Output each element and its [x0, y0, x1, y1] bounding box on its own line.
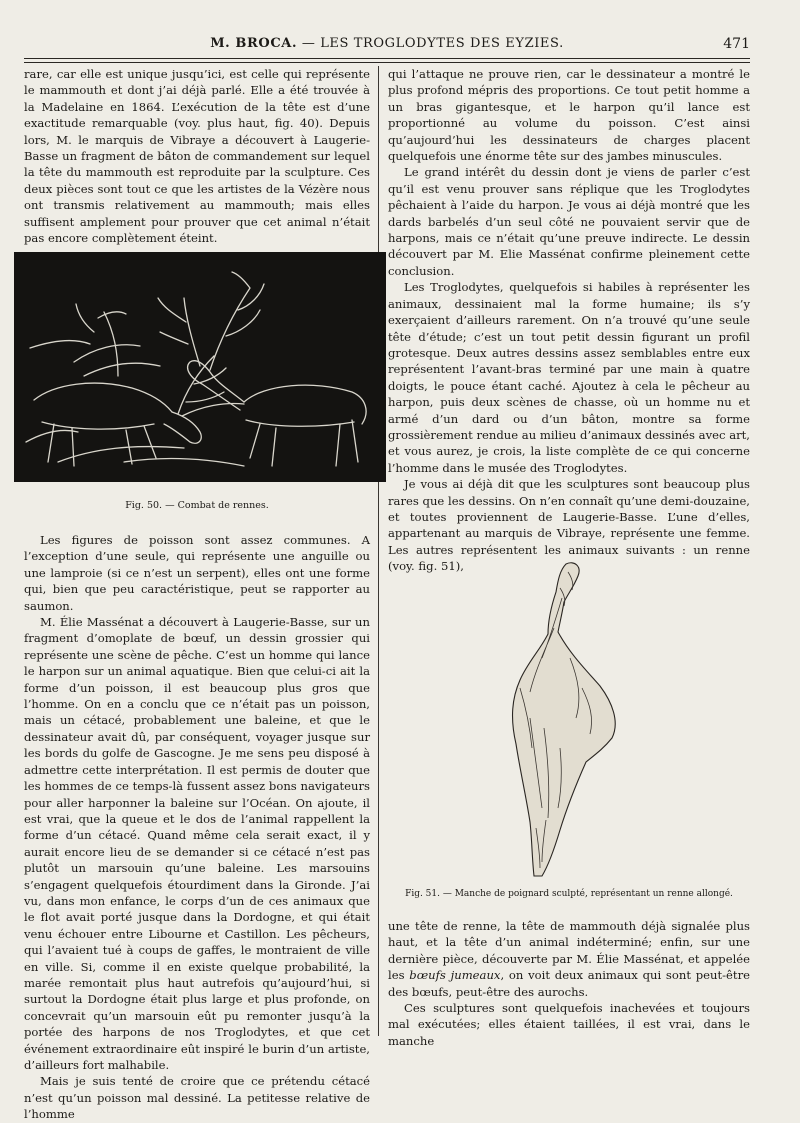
reindeer-combat-engraving	[14, 252, 386, 482]
text-run: une tête de renne, la tête de mammouth déjà signalée plus haut, et la tête d’un animal indéterminé; enfin, sur une dernière pièce, découverte par M. Élie Massénat, et appelée les	[388, 919, 750, 983]
left-column-top	[24, 66, 370, 246]
page-number: 471	[723, 36, 750, 52]
header-rule-top	[24, 58, 750, 59]
right-column-top	[388, 66, 750, 575]
paragraph: Les Troglodytes, quelquefois si habiles à représenter les animaux, dessinaient mal la forme humaine; ils s’y exerçaient d’ailleurs rarement. On n’a trouvé qu’une seule tête d’étude; c’est un tout petit dessin figurant un profil grotesque. Deux autres dessins assez semblables entre eux représentent l’avant-bras terminé par une main à quatre doigts, le pouce étant caché. Ajoutez à cela le pêcheur au harpon, puis deux scènes de chasse, où un homme nu et armé d’un dard ou d’un bâton, montre sa forme grossièrement rendue au milieu d’animaux dessinés avec art, et vous aurez, je crois, la liste complète de ce qui concerne l’homme dans le musée des Troglodytes.	[388, 280, 750, 475]
paragraph: Mais je suis tenté de croire que ce prétendu cétacé n’est qu’un poisson mal dessiné. La petitesse relative de l’homme	[24, 1074, 370, 1122]
running-head-separator: —	[301, 36, 316, 51]
column-divider	[378, 66, 379, 1036]
dagger-handle-sculpture	[490, 558, 640, 882]
figure-51-caption: Fig. 51. — Manche de poignard sculpté, représentant un renne allongé.	[405, 889, 733, 899]
paragraph: rare, car elle est unique jusqu’ici, est celle qui représente le mammouth et dont j’ai déjà parlé. Elle a été trouvée à la Madelaine en 1864. L’exécution de la tête est d’une exactitude remarquable (voy. plus haut, fig. 40). Depuis lors, M. le marquis de Vibraye a découvert à Laugerie-Basse un fragment de bâton de commandement sur lequel la tête du mammouth est reproduite par la sculpture. Ces deux pièces sont tout ce que les artistes de la Vézère nous ont transmis relativement au mammouth; mais elles suffisent amplement pour prouver que cet animal n’était pas encore complètement éteint.	[24, 67, 370, 246]
figure-50-caption: Fig. 50. — Combat de rennes.	[125, 500, 269, 511]
left-column-bottom	[24, 532, 370, 1123]
text-run: , on voit deux animaux qui sont peut-être des bœufs, peut-être des aurochs.	[388, 968, 750, 999]
paragraph: Je vous ai déjà dit que les sculptures sont beaucoup plus rares que les dessins. On n’en connaît qu’une demi-douzaine, et toutes proviennent de Laugerie-Basse. L’une d’elles, appartenant au marquis de Vibraye, représente une femme. Les autres représentent les animaux suivants : un renne (voy. fig. 51),	[388, 477, 750, 574]
reindeer-right-back	[244, 385, 366, 424]
header-rule-bottom	[24, 62, 750, 63]
paragraph: Les figures de poisson sont assez communes. A l’exception d’une seule, qui représente une anguille ou une lamproie (si ce n’est un serpent), elles ont une forme qui, bien que peu caractéristique, peut se rapporter au saumon.	[24, 533, 370, 613]
page-header	[24, 36, 750, 56]
reindeer-left-back	[34, 383, 172, 412]
running-head	[24, 36, 750, 51]
figure-51-dagger-handle	[490, 558, 640, 882]
right-column-bottom	[388, 918, 750, 1049]
paragraph: M. Élie Massénat a découvert à Laugerie-Basse, sur un fragment d’omoplate de bœuf, un dessin grossier qui représente une scène de pêche. C’est un homme qui lance le harpon sur un animal aquatique. Bien que celui-ci ait la forme d’un poisson, il est beaucoup plus gros que l’homme. On en a conclu que ce n’était pas un poisson, mais un cétacé, probablement une baleine, et que le dessinateur avait dû, par conséquent, voyager jusque sur les bords du golfe de Gascogne. Je me sens peu disposé à admettre cette interprétation. Il est permis de douter que les hommes de ce temps-là fussent assez bons navigateurs pour aller harponner la baleine sur l’Océan. On ajoute, il est vrai, que la queue et le dos de l’animal rappellent la forme d’un cétacé. Quand même cela serait exact, il y aurait encore lieu de se demander si ce cétacé n’est pas plutôt un marsouin qu’une baleine. Les marsouins s’engagent quelquefois étourdiment dans la Gironde. J’ai vu, dans mon enfance, le corps d’un de ces animaux que le flot avait porté jusque dans la Dordogne, et qui était venu échouer entre Libourne et Castillon. Les pêcheurs, qui l’avaient tué à coups de gaffes, le montraient de ville en ville. Si, comme il en existe quelque probabilité, la marée remontait plus haut autrefois qu’aujourd’hui, si surtout la Dordogne était plus large et plus profonde, on concevrait qu’un marsouin eût pu remonter jusqu’à la portée des harpons de nos Troglodytes, et que cet événement extraordinaire eût inspiré le burin d’un artiste, d’ailleurs fort malhabile.	[24, 615, 370, 1072]
paragraph: Le grand intérêt du dessin dont je viens de parler c’est qu’il est venu prouver sans réplique que les Troglodytes pêchaient à l’aide du harpon. Je vous ai déjà montré que les dards barbelés d’un seul côté ne pouvaient servir que de harpons, mais ce n’était qu’une preuve indirecte. Le dessin découvert par M. Elie Massénat confirme pleinement cette conclusion.	[388, 165, 750, 278]
figure-50-reindeer-combat	[14, 252, 386, 482]
reindeer-right-belly	[246, 420, 354, 426]
paragraph	[388, 918, 750, 1000]
running-head-author: M. BROCA.	[210, 36, 298, 51]
paragraph: qui l’attaque ne prouve rien, car le dessinateur a montré le plus profond mépris des proportions. Ce tout petit homme a un bras gigantesque, et le harpon qu’il lance est proportionné au volume du poisson. C’est ainsi qu’aujourd’hui les dessinateurs de charges placent quelquefois une énorme tête sur des jambes minuscules.	[388, 67, 750, 164]
running-head-title: LES TROGLODYTES DES EYZIES.	[320, 36, 564, 51]
paragraph: Ces sculptures sont quelquefois inachevées et toujours mal exécutées; elles étaient taillées, il est vrai, dans le manche	[388, 1001, 750, 1048]
italic-term: bœufs jumeaux	[409, 968, 501, 983]
